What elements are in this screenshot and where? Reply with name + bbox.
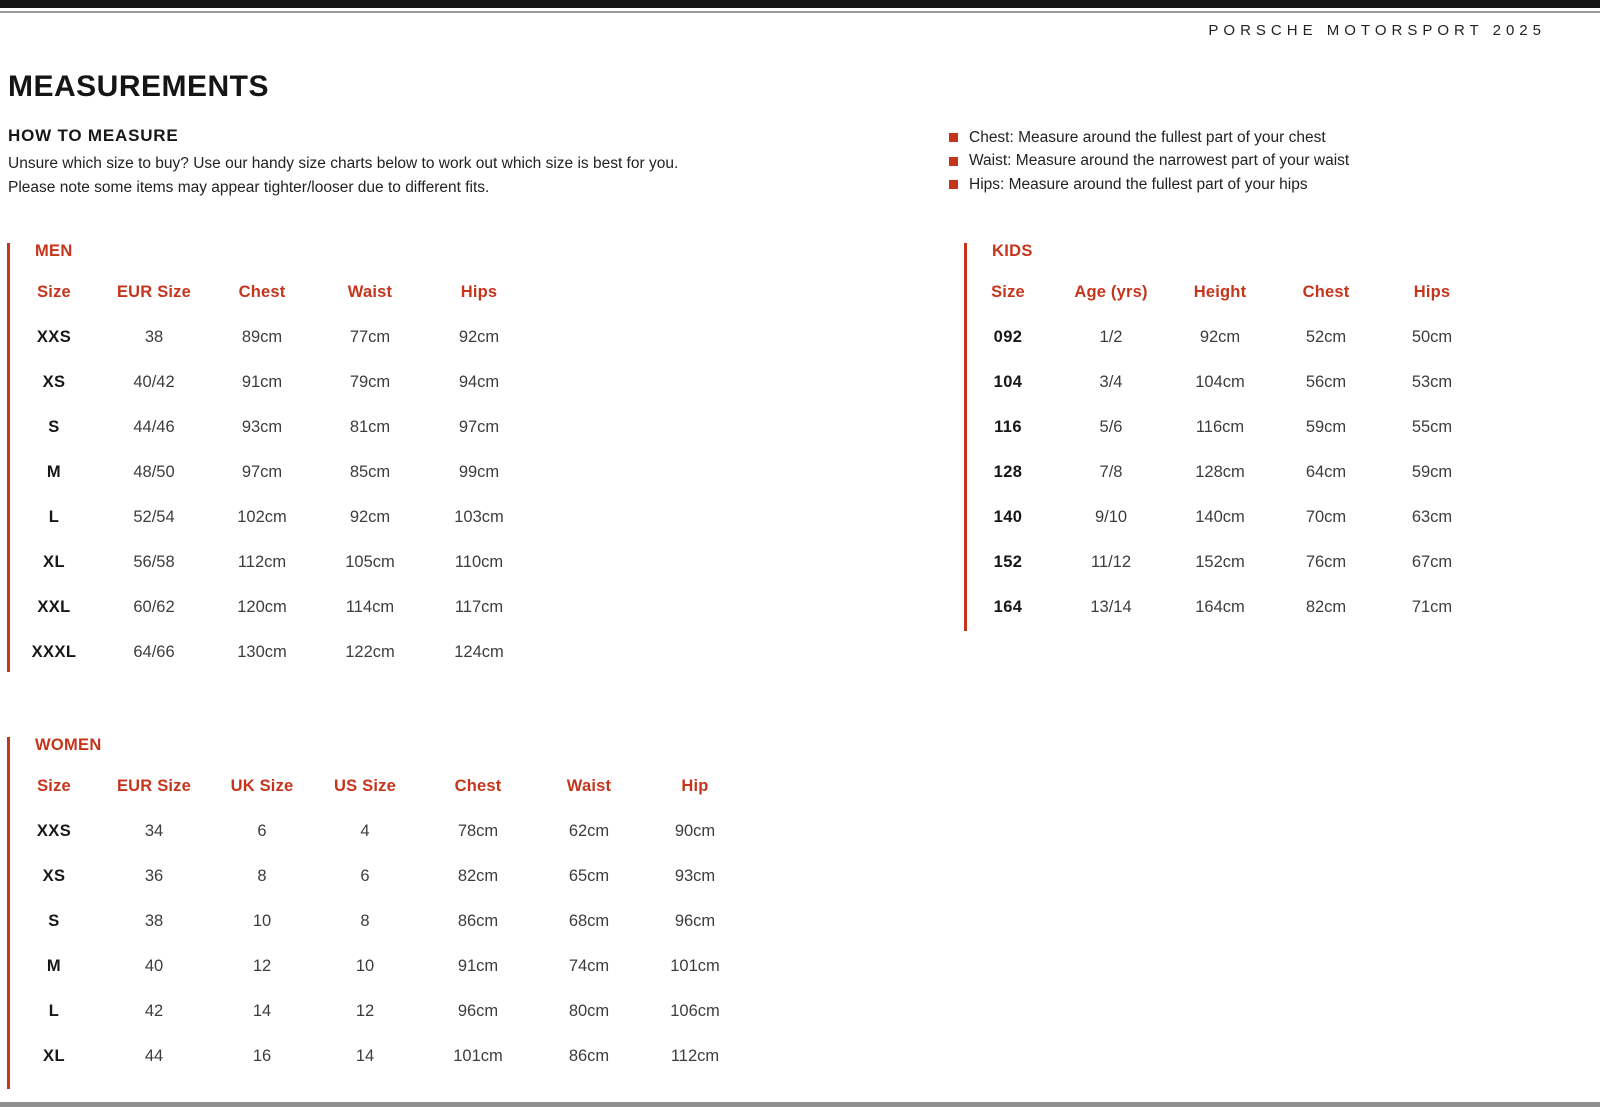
- top-border-bar: [0, 0, 1600, 8]
- column-header: Size: [991, 283, 1025, 301]
- row-size-label: L: [48, 1002, 60, 1020]
- row-size-label: M: [46, 957, 62, 975]
- table-cell: 53cm: [1411, 373, 1453, 391]
- table-cell: 164cm: [1195, 598, 1245, 616]
- column-header: US Size: [334, 777, 396, 795]
- table-cell: 36: [144, 867, 164, 885]
- table-cell: 104cm: [1195, 373, 1245, 391]
- bottom-border-bar: [0, 1102, 1600, 1107]
- table-cell: 56/58: [133, 553, 175, 571]
- row-size-label: L: [48, 508, 60, 526]
- list-item: [949, 126, 1349, 150]
- list-item: [949, 173, 1349, 197]
- column-header: Waist: [347, 283, 393, 301]
- column-header: Height: [1193, 283, 1247, 301]
- row-size-label: M: [46, 463, 62, 481]
- table-cell: 106cm: [670, 1002, 720, 1020]
- how-to-measure-heading: HOW TO MEASURE: [8, 126, 179, 145]
- table-cell: 93cm: [241, 418, 283, 436]
- table-cell: 82cm: [1305, 598, 1347, 616]
- table-cell: 8: [257, 867, 267, 885]
- row-size-label: XXL: [37, 598, 71, 616]
- table-cell: 38: [144, 328, 164, 346]
- table-cell: 3/4: [1099, 373, 1123, 391]
- table-cell: 11/12: [1090, 553, 1132, 571]
- column-header: EUR Size: [116, 777, 192, 795]
- table-cell: 60/62: [133, 598, 175, 616]
- page-title: MEASUREMENTS: [8, 70, 270, 103]
- table-cell: 16: [252, 1047, 272, 1065]
- table-cell: 63cm: [1411, 508, 1453, 526]
- table-cell: 12: [252, 957, 272, 975]
- row-size-label: 140: [993, 508, 1023, 526]
- table-cell: 114cm: [345, 598, 395, 616]
- column-header: UK Size: [230, 777, 294, 795]
- table-cell: 120cm: [237, 598, 287, 616]
- column-header: Hips: [1413, 283, 1451, 301]
- table-cell: 101cm: [453, 1047, 503, 1065]
- table-cell: 6: [360, 867, 370, 885]
- row-size-label: S: [48, 418, 60, 436]
- kids-size-grid: [964, 270, 1482, 630]
- table-cell: 97cm: [458, 418, 500, 436]
- table-title-kids: KIDS: [992, 242, 1033, 260]
- column-header: Size: [37, 777, 71, 795]
- table-cell: 85cm: [349, 463, 391, 481]
- row-size-label: XL: [43, 553, 65, 571]
- table-cell: 91cm: [241, 373, 283, 391]
- measure-tips-list: [949, 126, 1349, 197]
- brand-header: PORSCHE MOTORSPORT 2025: [1208, 22, 1546, 39]
- table-cell: 34: [144, 822, 164, 840]
- row-size-label: S: [48, 912, 60, 930]
- column-header: EUR Size: [116, 283, 192, 301]
- table-cell: 13/14: [1090, 598, 1132, 616]
- table-cell: 71cm: [1411, 598, 1453, 616]
- table-cell: 94cm: [458, 373, 500, 391]
- table-cell: 10: [355, 957, 375, 975]
- column-header: Chest: [454, 777, 502, 795]
- table-cell: 152cm: [1195, 553, 1245, 571]
- table-cell: 76cm: [1305, 553, 1347, 571]
- tip-text-chest: Chest: Measure around the fullest part of your chest: [969, 128, 1326, 146]
- table-cell: 44: [144, 1047, 164, 1065]
- table-cell: 105cm: [345, 553, 395, 571]
- table-cell: 64/66: [133, 643, 175, 661]
- bullet-square-icon: [949, 157, 958, 166]
- table-cell: 68cm: [568, 912, 610, 930]
- table-cell: 77cm: [349, 328, 391, 346]
- table-cell: 40/42: [133, 373, 175, 391]
- table-cell: 122cm: [345, 643, 395, 661]
- row-size-label: XL: [43, 1047, 65, 1065]
- column-header: Hip: [681, 777, 709, 795]
- table-cell: 52/54: [133, 508, 175, 526]
- kids-size-table: [964, 243, 1484, 631]
- table-cell: 86cm: [457, 912, 499, 930]
- table-cell: 112cm: [670, 1047, 720, 1065]
- table-cell: 4: [360, 822, 370, 840]
- table-cell: 78cm: [457, 822, 499, 840]
- bullet-square-icon: [949, 133, 958, 142]
- table-cell: 42: [144, 1002, 164, 1020]
- row-size-label: 092: [993, 328, 1023, 346]
- table-cell: 52cm: [1305, 328, 1347, 346]
- how-to-measure-section: [8, 126, 868, 199]
- table-cell: 101cm: [670, 957, 720, 975]
- table-title-women: WOMEN: [35, 736, 102, 754]
- table-cell: 56cm: [1305, 373, 1347, 391]
- table-cell: 92cm: [1199, 328, 1241, 346]
- table-cell: 96cm: [457, 1002, 499, 1020]
- table-cell: 14: [252, 1002, 272, 1020]
- table-cell: 9/10: [1094, 508, 1128, 526]
- row-size-label: 164: [993, 598, 1023, 616]
- table-cell: 79cm: [349, 373, 391, 391]
- row-size-label: XXS: [36, 822, 72, 840]
- table-cell: 92cm: [349, 508, 391, 526]
- list-item: [949, 150, 1349, 174]
- table-cell: 140cm: [1195, 508, 1245, 526]
- table-cell: 116cm: [1195, 418, 1245, 436]
- intro-text-line-1: Unsure which size to buy? Use our handy size charts below to work out which size is best for you.: [8, 155, 679, 172]
- table-cell: 48/50: [133, 463, 175, 481]
- table-cell: 86cm: [568, 1047, 610, 1065]
- table-cell: 102cm: [237, 508, 287, 526]
- table-cell: 128cm: [1195, 463, 1245, 481]
- table-cell: 1/2: [1099, 328, 1123, 346]
- table-cell: 7/8: [1099, 463, 1123, 481]
- table-cell: 65cm: [568, 867, 610, 885]
- row-size-label: XS: [42, 867, 66, 885]
- table-cell: 59cm: [1305, 418, 1347, 436]
- table-cell: 62cm: [568, 822, 610, 840]
- table-cell: 80cm: [568, 1002, 610, 1020]
- table-cell: 103cm: [454, 508, 504, 526]
- column-header: Size: [37, 283, 71, 301]
- table-cell: 89cm: [241, 328, 283, 346]
- table-cell: 14: [355, 1047, 375, 1065]
- men-size-table: [7, 243, 537, 672]
- row-size-label: XXXL: [31, 643, 77, 661]
- table-cell: 38: [144, 912, 164, 930]
- table-cell: 99cm: [458, 463, 500, 481]
- table-cell: 112cm: [237, 553, 287, 571]
- table-cell: 50cm: [1411, 328, 1453, 346]
- table-cell: 44/46: [133, 418, 175, 436]
- table-cell: 5/6: [1099, 418, 1123, 436]
- table-cell: 12: [355, 1002, 375, 1020]
- table-cell: 40: [144, 957, 164, 975]
- row-size-label: 152: [993, 553, 1023, 571]
- table-cell: 117cm: [454, 598, 504, 616]
- table-cell: 59cm: [1411, 463, 1453, 481]
- table-cell: 70cm: [1305, 508, 1347, 526]
- table-cell: 55cm: [1411, 418, 1453, 436]
- tip-text-hips: Hips: Measure around the fullest part of your hips: [969, 175, 1308, 193]
- column-header: Waist: [566, 777, 612, 795]
- table-cell: 110cm: [454, 553, 504, 571]
- row-size-label: 116: [994, 418, 1022, 436]
- tip-text-waist: Waist: Measure around the narrowest part of your waist: [969, 152, 1350, 170]
- table-cell: 91cm: [457, 957, 499, 975]
- women-size-grid: [7, 764, 755, 1079]
- column-header: Chest: [238, 283, 286, 301]
- table-cell: 130cm: [237, 643, 287, 661]
- table-cell: 90cm: [674, 822, 716, 840]
- table-cell: 8: [360, 912, 370, 930]
- table-cell: 6: [257, 822, 267, 840]
- table-cell: 82cm: [457, 867, 499, 885]
- row-size-label: XXS: [36, 328, 72, 346]
- column-header: Chest: [1302, 283, 1350, 301]
- men-size-grid: [7, 270, 535, 675]
- column-header: Age (yrs): [1074, 283, 1148, 301]
- table-cell: 97cm: [241, 463, 283, 481]
- table-cell: 67cm: [1411, 553, 1453, 571]
- table-cell: 74cm: [568, 957, 610, 975]
- table-cell: 93cm: [674, 867, 716, 885]
- intro-text-line-2: Please note some items may appear tighter/looser due to different fits.: [8, 178, 490, 196]
- women-size-table: [7, 737, 757, 1089]
- row-size-label: 128: [993, 463, 1023, 481]
- row-size-label: XS: [42, 373, 66, 391]
- table-cell: 92cm: [458, 328, 500, 346]
- table-cell: 64cm: [1305, 463, 1347, 481]
- bullet-square-icon: [949, 180, 958, 189]
- table-cell: 10: [252, 912, 272, 930]
- table-title-men: MEN: [35, 242, 73, 260]
- row-size-label: 104: [993, 373, 1023, 391]
- table-cell: 124cm: [454, 643, 504, 661]
- top-divider-line: [0, 11, 1600, 13]
- column-header: Hips: [460, 283, 498, 301]
- table-cell: 96cm: [674, 912, 716, 930]
- table-cell: 81cm: [349, 418, 391, 436]
